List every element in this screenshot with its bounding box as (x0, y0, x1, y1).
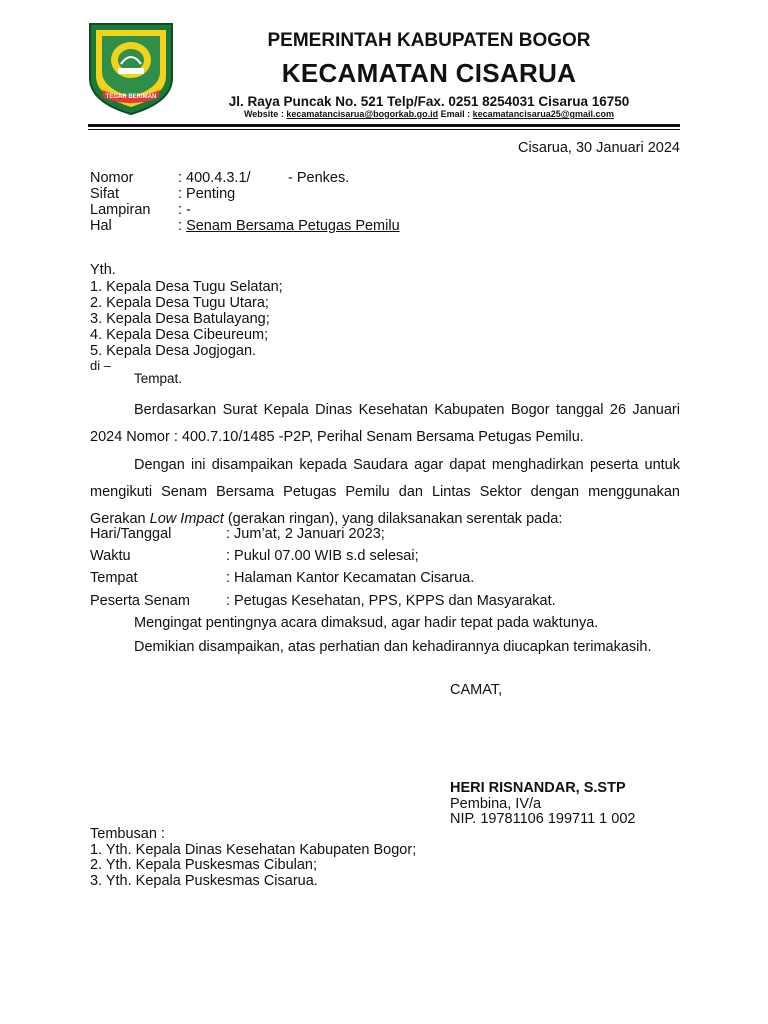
detail-value-date: : Jum’at, 2 Januari 2023; (226, 526, 385, 542)
low-impact-term: Low Impact (149, 511, 224, 527)
meta-value-nomor: : 400.4.3.1/ (178, 170, 251, 186)
detail-label-date: Hari/Tanggal (90, 526, 172, 542)
meta-label-hal: Hal (90, 218, 112, 234)
signatory-nip: NIP. 19781106 199711 1 002 (450, 811, 636, 827)
subject-text: Senam Bersama Petugas Pemilu (186, 218, 400, 234)
letterhead-contacts (0, 109, 768, 119)
meta-value-sifat: : Penting (178, 186, 236, 202)
detail-value-place: : Halaman Kantor Kecamatan Cisarua. (226, 570, 475, 586)
logo-motto: TEGAR BERIMAN (105, 94, 157, 100)
letter-date: Cisarua, 30 Januari 2024 (517, 140, 680, 156)
letterhead-district: KECAMATAN CISARUA (281, 58, 577, 88)
website-label: Website : (243, 109, 287, 119)
signatory-title: CAMAT, (450, 682, 503, 698)
recipient-place: Tempat. (134, 371, 183, 386)
meta-value-nomor-suffix: - Penkes. (288, 170, 350, 186)
meta-label-sifat: Sifat (90, 186, 120, 202)
recipient-di: di – (90, 358, 111, 373)
letterhead-address: Jl. Raya Puncak No. 521 Telp/Fax. 0251 8254031 Cisarua 16750 (228, 94, 630, 109)
email-label: Email : (438, 109, 473, 119)
cc-item: 2. Yth. Kepala Puskesmas Cibulan; (90, 857, 318, 873)
cc-item: 3. Yth. Kepala Puskesmas Cisarua. (90, 873, 318, 889)
letterhead-government: PEMERINTAH KABUPATEN BOGOR (267, 30, 591, 51)
body-paragraph-1: Berdasarkan Surat Kepala Dinas Kesehatan Kabupaten Bogor tanggal 26 Januari 2024 Nomor : 400.7.10/1485 -P2P, Perihal Senam Bersama Petugas Pemilu. (90, 402, 680, 445)
meta-value-hal: : Senam Bersama Petugas Pemilu (178, 218, 400, 234)
letterhead-rule-thin (88, 129, 680, 130)
recipient-salutation: Yth. (90, 262, 116, 278)
recipient-item: 2. Kepala Desa Tugu Utara; (90, 295, 269, 311)
detail-label-time: Waktu (90, 548, 131, 564)
detail-value-participants: : Petugas Kesehatan, PPS, KPPS dan Masyarakat. (226, 593, 556, 609)
body-paragraph-4: Demikian disampaikan, atas perhatian dan kehadirannya diucapkan terimakasih. (134, 639, 652, 655)
body-paragraph-3: Mengingat pentingnya acara dimaksud, agar hadir tepat pada waktunya. (134, 615, 599, 631)
body-paragraph-2: Dengan ini disampaikan kepada Saudara agar dapat menghadirkan peserta untuk mengikuti Senam Bersama Petugas Pemilu dan Lintas Sektor dengan menggunakan Gerakan Low Impact (gerakan ringan), yang dilaksanakan serentak pada: (90, 457, 680, 527)
detail-label-participants: Peserta Senam (90, 593, 190, 609)
letterhead-rule-thick (88, 124, 680, 127)
recipient-item: 1. Kepala Desa Tugu Selatan; (90, 279, 283, 295)
signatory-rank: Pembina, IV/a (450, 796, 542, 812)
signatory-name: HERI RISNANDAR, S.STP (450, 780, 626, 796)
meta-value-lampiran: : - (178, 202, 191, 218)
website-link[interactable]: kecamatancisarua@bogorkab.go.id (286, 109, 439, 119)
cc-label: Tembusan : (90, 826, 165, 842)
cc-item: 1. Yth. Kepala Dinas Kesehatan Kabupaten Bogor; (90, 842, 417, 858)
recipient-item: 3. Kepala Desa Batulayang; (90, 311, 270, 327)
recipient-item: 4. Kepala Desa Cibeureum; (90, 327, 269, 343)
detail-value-time: : Pukul 07.00 WIB s.d selesai; (226, 548, 419, 564)
recipient-item: 5. Kepala Desa Jogjogan. (90, 343, 257, 359)
meta-label-nomor: Nomor (90, 170, 134, 186)
detail-label-place: Tempat (90, 570, 138, 586)
meta-label-lampiran: Lampiran (90, 202, 151, 218)
email-link[interactable]: kecamatancisarua25@gmail.com (472, 109, 615, 119)
